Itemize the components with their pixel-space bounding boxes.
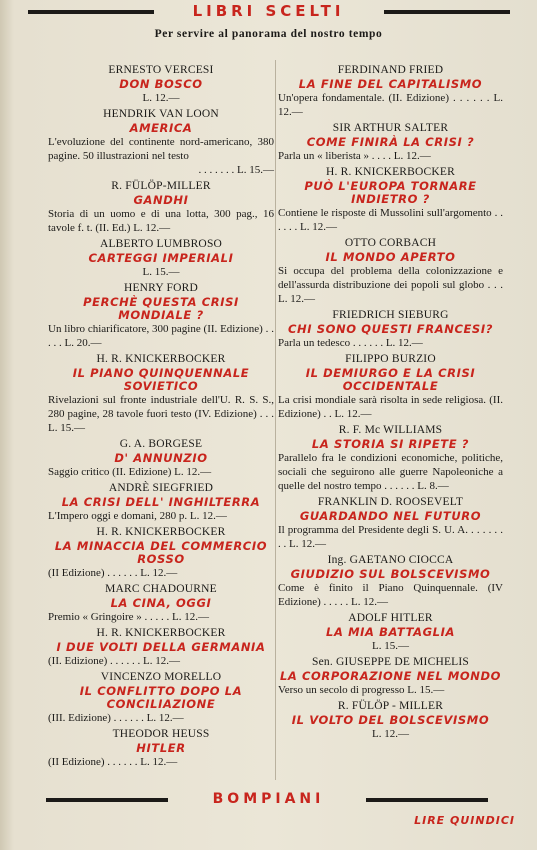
book-description: Un'opera fondamentale. (II. Edizione) . . . . . . L. 12.— — [278, 92, 503, 118]
book-title: IL CONFLITTO DOPO LA CONCILIAZIONE — [79, 684, 243, 711]
book-description: Rivelazioni sul fronte industriale dell'U. R. S. S., 280 pagine, 28 tavole fuori testo (IV. Edizione) . . . L. 15.— — [48, 394, 274, 434]
book-entry — [278, 165, 503, 236]
book-description: Un libro chiarificatore, 300 pagine (II. Edizione) . . . . . L. 20.— — [48, 323, 274, 349]
book-description: (II. Edizione) . . . . . . L. 12.— — [48, 655, 180, 667]
book-title: GUARDANDO NEL FUTURO — [299, 509, 482, 523]
book-entry — [48, 582, 274, 626]
book-description: Verso un secolo di progresso L. 15.— — [278, 684, 445, 696]
book-entry — [278, 63, 503, 121]
book-title: LA MINACCIA DEL COMMERCIO ROSSO — [54, 539, 268, 566]
book-entry — [278, 655, 503, 699]
book-description: Si occupa del problema della colonizzazione e dell'assurda distribuzione dei popoli sul globo . . . L. 12.— — [278, 265, 503, 305]
book-title: LA STORIA SI RIPETE ? — [311, 437, 470, 451]
book-author: R. FÜLÖP - MILLER — [337, 700, 444, 712]
book-entry — [48, 727, 274, 771]
book-author: ADOLF HITLER — [348, 612, 433, 624]
book-title: COME FINIRÀ LA CRISI ? — [306, 135, 475, 149]
book-author: H. R. KNICKERBOCKER — [96, 353, 226, 365]
book-author: FILIPPO BURZIO — [345, 353, 436, 365]
book-price: L. 15.— — [142, 266, 180, 278]
book-title: PUÒ L'EUROPA TORNARE INDIETRO ? — [304, 179, 477, 206]
book-author: H. R. KNICKERBOCKER — [96, 627, 226, 639]
book-title: LA FINE DEL CAPITALISMO — [298, 77, 483, 91]
book-entry — [48, 437, 274, 481]
book-author: G. A. BORGESE — [119, 438, 203, 450]
book-price: L. 15.— — [372, 640, 409, 652]
book-entry — [278, 308, 503, 352]
book-description: Come è finito il Piano Quinquennale. (IV Edizione) . . . . . L. 12.— — [278, 582, 503, 608]
book-description: Parla un « liberista » . . . . L. 12.— — [278, 150, 431, 162]
book-author: VINCENZO MORELLO — [100, 671, 222, 683]
book-entry — [48, 525, 274, 582]
book-title: GIUDIZIO SUL BOLSCEVISMO — [290, 567, 491, 581]
book-author: ANDRÈ SIEGFRIED — [108, 482, 214, 494]
book-entry — [278, 352, 503, 423]
right-column — [278, 63, 503, 743]
book-description: Il programma del Presidente degli S. U. A. . . . . . . . . L. 12.— — [278, 524, 503, 550]
book-author: FRANKLIN D. ROOSEVELT — [317, 496, 464, 508]
book-author: SIR ARTHUR SALTER — [332, 122, 449, 134]
book-price: L. 12.— — [142, 92, 180, 104]
book-author: Ing. GAETANO CIOCCA — [327, 554, 454, 566]
book-entry — [48, 281, 274, 352]
book-entry — [278, 553, 503, 611]
book-entry — [48, 237, 274, 281]
publisher-name: BOMPIANI — [212, 791, 325, 807]
book-title: I DUE VOLTI DELLA GERMANIA — [56, 640, 266, 654]
book-title: IL PIANO QUINQUENNALE SOVIETICO — [72, 366, 250, 393]
book-description: (II Edizione) . . . . . . L. 12.— — [48, 756, 178, 768]
book-description: (III. Edizione) . . . . . . L. 12.— — [48, 712, 184, 724]
book-entry — [48, 352, 274, 437]
book-description: Storia di un uomo e di una lotta, 300 pag., 16 tavole f. t. (II. Ed.) L. 12.— — [48, 208, 274, 234]
book-title: IL VOLTO DEL BOLSCEVISMO — [291, 713, 490, 727]
book-author: FRIEDRICH SIEBURG — [332, 309, 449, 321]
book-entry — [278, 495, 503, 553]
page-subtitle: Per servire al panorama del nostro tempo — [154, 28, 383, 40]
book-title: LA CORPORAZIONE NEL MONDO — [279, 669, 502, 683]
book-entry — [48, 626, 274, 670]
book-title: LA CRISI DELL' INGHILTERRA — [61, 495, 261, 509]
price-note: LIRE QUINDICI — [414, 814, 515, 827]
book-author: R. F. Mc WILLIAMS — [338, 424, 443, 436]
book-title: CARTEGGI IMPERIALI — [88, 251, 234, 265]
book-entry — [278, 699, 503, 743]
book-description: Premio « Gringoire » . . . . . L. 12.— — [48, 611, 210, 623]
book-description: Contiene le risposte di Mussolini sull'argomento . . . . . . L. 12.— — [278, 207, 503, 233]
book-description: Parla un tedesco . . . . . . L. 12.— — [278, 337, 423, 349]
book-title: CHI SONO QUESTI FRANCESI? — [288, 322, 493, 336]
book-entry — [278, 611, 503, 655]
book-description: La crisi mondiale sarà risolta in sede religiosa. (II. Edizione) . . L. 12.— — [278, 394, 503, 420]
book-description: (II Edizione) . . . . . . L. 12.— — [48, 567, 178, 579]
book-description: Saggio critico (II. Edizione) L. 12.— — [48, 466, 212, 478]
book-title: DON BOSCO — [119, 77, 203, 91]
book-description: L'Impero oggi e domani, 280 p. L. 12.— — [48, 510, 227, 522]
book-entry — [48, 63, 274, 107]
column-divider — [275, 60, 276, 780]
book-author: MARC CHADOURNE — [105, 583, 217, 595]
book-author: ALBERTO LUMBROSO — [99, 238, 223, 250]
book-entry — [48, 179, 274, 237]
book-title: IL MONDO APERTO — [325, 250, 456, 264]
page-title: LIBRI SCELTI — [192, 2, 345, 20]
book-author: OTTO CORBACH — [344, 237, 437, 249]
book-entry — [48, 107, 274, 179]
book-author: ERNESTO VERCESI — [108, 64, 214, 76]
book-entry — [48, 481, 274, 525]
book-title: AMERICA — [129, 121, 193, 135]
book-author: Sen. GIUSEPPE DE MICHELIS — [311, 656, 470, 668]
book-price: L. 12.— — [372, 728, 409, 740]
book-title: LA MIA BATTAGLIA — [326, 625, 455, 639]
book-author: R. FÜLÖP-MILLER — [111, 180, 211, 192]
book-title: IL DEMIURGO E LA CRISI OCCIDENTALE — [305, 366, 476, 393]
book-entry — [278, 121, 503, 165]
book-author: HENDRIK VAN LOON — [103, 108, 219, 120]
book-description: Parallelo fra le condizioni economiche, politiche, sociali che seguirono alle guerre Napoleoniche a quelle del nostro tempo . . . . . . L. 8.— — [278, 452, 503, 492]
book-author: HENRY FORD — [123, 282, 199, 294]
left-column — [48, 63, 274, 771]
book-title: PERCHÈ QUESTA CRISI MONDIALE ? — [83, 295, 239, 322]
book-title: LA CINA, OGGI — [110, 596, 212, 610]
book-entry — [48, 670, 274, 727]
book-title: HITLER — [136, 741, 186, 755]
book-author: H. R. KNICKERBOCKER — [96, 526, 226, 538]
book-entry — [278, 236, 503, 308]
book-title: D' ANNUNZIO — [114, 451, 208, 465]
book-price: . . . . . . . L. 15.— — [198, 164, 274, 176]
book-title: GANDHI — [133, 193, 189, 207]
book-author: H. R. KNICKERBOCKER — [325, 166, 456, 178]
book-author: FERDINAND FRIED — [337, 64, 444, 76]
book-author: THEODOR HEUSS — [112, 728, 210, 740]
book-entry — [278, 423, 503, 495]
book-description: L'evoluzione del continente nord-americano, 380 pagine. 50 illustrazioni nel testo — [48, 136, 274, 162]
